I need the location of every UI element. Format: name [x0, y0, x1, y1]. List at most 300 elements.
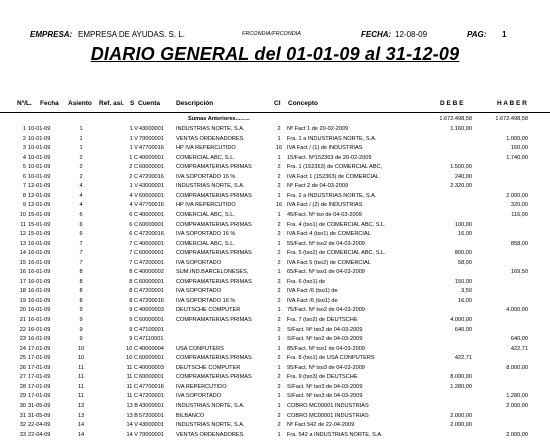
cell-debe: 422,71: [454, 355, 472, 362]
col-descripcion: Descripción: [176, 100, 214, 107]
cell-s: 7 C: [129, 240, 138, 247]
cell-cuenta: 47700016: [139, 145, 164, 152]
cell-s: 8 C: [129, 269, 138, 276]
cell-s: 10 C: [126, 355, 138, 362]
cell-nl: 10: [19, 211, 26, 218]
cell-asiento: 8: [79, 278, 83, 285]
cell-ci: 16: [275, 145, 283, 152]
cell-concepto: 75/Fact. Nº tso2 de 04-03-2009: [287, 307, 365, 314]
cell-descripcion: DEUTSCHE COMPUTER: [176, 364, 241, 371]
cell-concepto: Fra. 6 (tso1) de: [287, 278, 326, 285]
cell-asiento: 7: [79, 259, 83, 266]
cell-s: 7 C: [129, 250, 138, 257]
cell-fecha: 16-01-09: [28, 269, 51, 276]
cell-debe: 4.000,00: [450, 317, 472, 323]
cell-s: 7 C: [129, 259, 138, 266]
cell-asiento: 1: [79, 135, 83, 142]
cell-descripcion: IVA SOPORTADO 16 %: [176, 173, 236, 180]
col-ref: Ref. asi.: [99, 100, 124, 107]
page-number: 1: [502, 30, 507, 39]
cell-nl: 18: [19, 288, 26, 295]
cell-fecha: 10-01-09: [28, 173, 51, 180]
cell-nl: 21: [19, 317, 26, 323]
fecha-label: FECHA:: [361, 30, 392, 39]
cell-fecha: 16-01-09: [28, 307, 51, 314]
cell-ci: 1: [277, 431, 281, 438]
cell-nl: 11: [20, 221, 26, 228]
ledger-row: [0, 181, 550, 191]
col-haber: H A B E R: [497, 100, 527, 107]
cell-fecha: 16-01-09: [28, 278, 51, 285]
cell-ci: 2: [277, 326, 281, 333]
ledger-row: [0, 391, 550, 401]
cell-concepto: COBRO MC00001 INDUSTRIAS: [287, 402, 369, 409]
cell-cuenta: 40000003: [139, 364, 164, 371]
cell-descripcion: BILBANCO: [176, 412, 205, 419]
cell-descripcion: COMPRAMATERIAS PRIMAS: [176, 192, 252, 199]
cell-fecha: 17-01-09: [28, 383, 51, 390]
cell-nl: 31: [19, 412, 26, 419]
ledger-row: [0, 267, 550, 277]
cell-fecha: 16-01-09: [28, 288, 51, 295]
cell-fecha: 16-01-09: [28, 259, 51, 266]
column-headers: [0, 100, 550, 113]
cell-cuenta: 43000001: [139, 183, 164, 190]
cell-asiento: 2: [79, 173, 83, 180]
cell-concepto: IVA Fact 5 (tso2) de COMERCIAL: [287, 259, 371, 266]
cell-haber: 4.000,00: [506, 307, 528, 314]
cell-nl: 13: [19, 240, 26, 247]
cell-concepto: S/Fact. Nº tso3 de 04-03-2009: [287, 393, 363, 400]
cell-cuenta: 47100001: [139, 326, 164, 333]
cell-fecha: 22-04-09: [28, 431, 51, 438]
cell-concepto: COBRO MC00001 INDUSTRIAS: [287, 412, 369, 419]
cell-nl: 17: [19, 278, 26, 285]
cell-debe: 58,00: [458, 259, 472, 266]
ledger-row: [0, 430, 550, 440]
ledger-row: [0, 210, 550, 220]
cell-s: 11 C: [126, 374, 138, 381]
report-header: [30, 25, 528, 43]
cell-descripcion: IVA SOPORTADO: [176, 259, 222, 266]
cell-descripcion: IVA REPERCUTIDO: [176, 383, 227, 390]
cell-descripcion: INDUSTRIAS NORTE, S.A.: [176, 126, 245, 132]
cell-debe: 240,00: [454, 173, 472, 180]
cell-fecha: 12-01-09: [28, 202, 51, 209]
cell-haber: 2.000,00: [506, 192, 528, 199]
cell-nl: 5: [22, 164, 26, 171]
cell-ci: 1: [277, 192, 281, 199]
ledger-row: [0, 353, 550, 363]
cell-ci: 1: [277, 154, 281, 161]
cell-fecha: 17-01-09: [28, 345, 51, 352]
ledger-row: [0, 134, 550, 144]
cell-asiento: 8: [79, 288, 83, 295]
cell-cuenta: 40000001: [139, 240, 164, 247]
ledger-row: [0, 411, 550, 421]
cell-haber: 320,00: [510, 202, 528, 209]
cell-descripcion: COMPRAMATERIAS PRIMAS: [176, 355, 252, 362]
cell-nl: 27: [19, 374, 26, 381]
cell-concepto: Fra. 8 (tso1) de USA CONPUTERS: [287, 355, 375, 362]
cell-descripcion: COMPRAMATERIAS PRIMAS: [176, 250, 252, 257]
cell-nl: 8: [22, 192, 26, 199]
cell-fecha: 15-01-09: [28, 221, 51, 228]
cell-asiento: 9: [79, 307, 83, 314]
cell-debe: 16,00: [458, 231, 472, 238]
cell-fecha: 22-04-09: [28, 422, 51, 429]
ledger-row: [0, 248, 550, 258]
cell-ci: 2: [277, 183, 281, 190]
ledger-row: [0, 315, 550, 325]
cell-concepto: S/Fact. Nº tso2 de 04-03-2009: [287, 326, 363, 333]
ledger-row: [0, 382, 550, 392]
col-fecha: Fecha: [40, 100, 59, 107]
cell-concepto: 15/Fact. Nº152363 de 20-02-2009: [287, 154, 372, 161]
cell-cuenta: 40000002: [139, 269, 164, 276]
cell-fecha: 10-01-09: [28, 164, 51, 171]
cell-asiento: 10: [77, 345, 85, 352]
cell-descripcion: USA CONPUTERS: [176, 345, 224, 352]
cell-ci: 1: [277, 240, 281, 247]
cell-asiento: 11: [78, 374, 84, 381]
cell-fecha: 12-01-09: [28, 192, 51, 199]
cell-ci: 1: [277, 307, 281, 314]
cell-ci: 2: [277, 383, 281, 390]
cell-cuenta: 47200001: [139, 393, 164, 400]
cell-concepto: Fra. 9 (tso3) de DEUTSCHE: [287, 374, 358, 381]
cell-asiento: 1: [79, 145, 83, 152]
cell-asiento: 4: [79, 192, 83, 199]
cell-nl: 9: [22, 202, 26, 209]
cell-descripcion: COMERCIAL ABC, S.L.: [176, 211, 235, 218]
cell-s: 8 C: [129, 288, 138, 295]
ledger-row: [0, 305, 550, 315]
cell-debe: 3,50: [461, 288, 472, 295]
cell-ci: 2: [277, 297, 281, 304]
cell-descripcion: COMPRAMATERIAS PRIMAS: [176, 221, 252, 228]
cell-haber: 1.740,00: [506, 154, 528, 161]
ledger-row: [0, 286, 550, 296]
cell-concepto: IVA Fact /6 (tso1) de: [287, 297, 338, 304]
cell-debe: 1.280,00: [450, 383, 472, 390]
cell-haber: 8.000,00: [506, 364, 528, 371]
sumas-haber: 1.672.498,58: [495, 116, 528, 122]
cell-fecha: 17-01-09: [28, 393, 51, 400]
cell-concepto: Nº Fact 1 de 20-02-2009: [287, 126, 349, 132]
cell-s: 9 C: [129, 336, 138, 343]
cell-concepto: S/Fact. Nº tso2 de 04-03-2009: [287, 336, 363, 343]
cell-debe: 640,00: [454, 326, 472, 333]
cell-cuenta: 60000001: [139, 317, 164, 323]
cell-nl: 20: [19, 307, 26, 314]
ledger-row: [0, 344, 550, 354]
cell-fecha: 17-01-09: [28, 374, 51, 381]
cell-asiento: 6: [79, 221, 83, 228]
ledger-row: [0, 162, 550, 172]
cell-debe: 1.500,00: [450, 164, 472, 171]
col-debe: D E B E: [440, 100, 464, 107]
cell-concepto: IVA Fact 1 (152363) de COMERCIAL: [287, 173, 379, 180]
cell-fecha: 16-01-09: [28, 250, 51, 257]
cell-fecha: 10-01-09: [28, 135, 51, 142]
cell-nl: 12: [19, 231, 26, 238]
cell-cuenta: 70000001: [139, 431, 164, 438]
cell-cuenta: 43000001: [139, 422, 164, 429]
cell-ci: 2: [277, 231, 281, 238]
cell-s: 1 V: [129, 145, 138, 152]
cell-descripcion: COMPRAMATERIAS PRIMAS: [176, 374, 252, 381]
col-asiento: Asiento: [68, 100, 92, 107]
cell-concepto: S/Fact. Nº tso3 de 04-03-2009: [287, 383, 363, 390]
cell-cuenta: 40000003: [139, 307, 164, 314]
cell-asiento: 13: [77, 402, 85, 409]
cell-haber: 116,00: [511, 211, 528, 218]
cell-s: 11 C: [126, 393, 138, 400]
ledger-row: [0, 200, 550, 210]
cell-asiento: 14: [77, 431, 85, 438]
empresa-value: EMPRESA DE AYUDAS. S. L.: [78, 30, 185, 39]
cell-fecha: 10-01-09: [28, 154, 51, 161]
cell-debe: 2.320,00: [450, 183, 472, 190]
cell-fecha: 16-01-09: [28, 326, 51, 333]
cell-s: 14 V: [126, 422, 138, 429]
cell-asiento: 2: [79, 164, 83, 171]
cell-asiento: 1: [79, 126, 83, 132]
cell-nl: 19: [19, 297, 26, 304]
ledger-row: [0, 325, 550, 335]
cell-nl: 22: [19, 326, 26, 333]
cell-descripcion: IVA SOPORTADO 16 %: [176, 297, 236, 304]
cell-ci: 2: [277, 355, 281, 362]
cell-ci: 2: [277, 374, 281, 381]
cell-cuenta: 60000001: [139, 192, 164, 199]
cell-nl: 24: [19, 345, 26, 352]
ledger-row: [0, 420, 550, 430]
ledger-row: [0, 229, 550, 239]
cell-cuenta: 60000001: [139, 250, 164, 257]
cell-cuenta: 40000004: [139, 345, 164, 352]
ledger-row: [0, 191, 550, 201]
cell-concepto: Fra. 542 a INDUSTRIAS NORTE, S.A.: [287, 431, 383, 438]
cell-nl: 15: [19, 259, 26, 266]
cell-asiento: 6: [79, 211, 83, 218]
cell-nl: 29: [19, 393, 26, 400]
cell-descripcion: INDUSTRIAS NORTE, S.A.: [176, 422, 245, 429]
cell-debe: 150,00: [454, 278, 472, 285]
cell-fecha: 15-01-09: [28, 231, 51, 238]
cell-haber: 1.280,00: [506, 393, 528, 400]
cell-s: 6 C: [129, 221, 138, 228]
cell-debe: 100,00: [454, 221, 472, 228]
ledger-row: [0, 401, 550, 411]
cell-asiento: 14: [77, 422, 85, 429]
cell-cuenta: 60000001: [139, 164, 164, 171]
cell-asiento: 11: [78, 364, 84, 371]
cell-cuenta: 60000001: [139, 374, 164, 381]
cell-debe: 2.000,00: [450, 422, 472, 429]
cell-concepto: IVA Fact 4 (tso1) de COMERCIAL: [287, 231, 371, 238]
cell-descripcion: HP IVA REPERCUTIDO: [176, 145, 236, 152]
cell-fecha: 17-01-09: [28, 355, 51, 362]
cell-concepto: Fra. 1 a INDUSTRIAS NORTE, S.A.: [287, 135, 377, 142]
cell-concepto: Fra. 5 (tso2) de COMERCIAL ABC, S.L.: [287, 250, 386, 257]
cell-nl: 1: [22, 126, 26, 132]
cell-cuenta: 43000001: [139, 402, 164, 409]
cell-s: 14 V: [126, 431, 138, 438]
cell-fecha: 31-05-09: [28, 412, 51, 419]
cell-descripcion: VENTAS ORDENADORES: [176, 431, 244, 438]
cell-descripcion: COMPRAMATERIAS PRIMAS: [176, 278, 252, 285]
cell-concepto: 65/Fact. Nº tso1 de 04-03-2009: [287, 269, 365, 276]
ledger-row: [0, 296, 550, 306]
ledger-row: [0, 143, 550, 153]
cell-asiento: 11: [78, 393, 84, 400]
col-concepto: Concepto: [288, 100, 318, 107]
cell-haber: 2.000,00: [506, 402, 528, 409]
cell-ci: 2: [277, 221, 281, 228]
cell-ci: 2: [277, 164, 281, 171]
cell-asiento: 11: [78, 383, 84, 390]
cell-ci: 1: [277, 402, 281, 409]
cell-concepto: 55/Fact. Nº tso2 de 04-03-2009: [287, 240, 365, 247]
cell-cuenta: 70000001: [139, 135, 164, 142]
cell-ci: 2: [277, 317, 281, 323]
cell-debe: 1.160,00: [450, 126, 472, 132]
cell-cuenta: 40000001: [139, 211, 164, 218]
cell-s: 8 C: [129, 278, 138, 285]
cell-s: 8 C: [129, 297, 138, 304]
cell-s: 2 C: [129, 173, 138, 180]
cell-ci: 2: [277, 412, 281, 419]
cell-descripcion: COMPRAMATERIAS PRIMAS: [176, 164, 252, 171]
cell-ci: 1: [277, 135, 281, 142]
cell-asiento: 7: [79, 250, 83, 257]
cell-nl: 25: [19, 355, 26, 362]
cell-ci: 2: [277, 250, 281, 257]
cell-haber: 2.000,00: [506, 431, 528, 438]
cell-asiento: 8: [79, 297, 83, 304]
cell-concepto: Fra. 7 (tso2) de DEUTSCHE: [287, 317, 358, 323]
cell-haber: 422,71: [510, 345, 528, 352]
cell-descripcion: COMERCIAL ABC, S.L.: [176, 240, 235, 247]
ledger-row: [0, 153, 550, 163]
cell-cuenta: 47200001: [139, 288, 164, 295]
cell-ci: 2: [277, 173, 281, 180]
cell-nl: 16: [19, 269, 26, 276]
col-cuenta: Cuenta: [138, 100, 161, 107]
ledger-row: [0, 363, 550, 373]
col-ci: CI: [274, 100, 281, 107]
cell-haber: 858,00: [510, 240, 528, 247]
cell-cuenta: 60000001: [139, 355, 164, 362]
cell-ci: 2: [277, 259, 281, 266]
cell-s: 1 C: [129, 154, 138, 161]
cell-asiento: 4: [79, 202, 83, 209]
cell-concepto: IVA Fact / (2) de INDUSTRIAS: [287, 202, 363, 209]
col-nl: Nº/L.: [17, 100, 32, 107]
sumas-label: Sumas Anteriores.........: [188, 116, 250, 122]
fecha-value: 12-08-09: [395, 30, 428, 39]
cell-fecha: 16-01-09: [28, 317, 51, 323]
cell-fecha: 16-01-09: [28, 240, 51, 247]
cell-nl: 14: [19, 250, 26, 257]
cell-cuenta: 60000001: [139, 278, 164, 285]
cell-nl: 26: [19, 364, 26, 371]
page-label: PAG:: [467, 30, 487, 39]
cell-s: 6 C: [129, 231, 138, 238]
cell-nl: 28: [19, 383, 26, 390]
col-s: S: [130, 100, 135, 107]
cell-s: 1 V: [129, 183, 138, 190]
cell-fecha: 16-01-09: [28, 297, 51, 304]
cell-ci: 1: [277, 393, 281, 400]
cell-concepto: 95/Fact. Nº tso3 de 04-03-2009: [287, 364, 365, 371]
cell-debe: 800,00: [454, 250, 472, 257]
ledger-row: [0, 258, 550, 268]
cell-cuenta: 47700016: [139, 383, 164, 390]
cell-asiento: 7: [79, 240, 83, 247]
ledger-row: [0, 372, 550, 382]
ledger-row: [0, 239, 550, 249]
cell-cuenta: 60000001: [139, 221, 164, 228]
cell-s: 9 C: [129, 317, 138, 323]
cell-debe: 16,00: [458, 297, 472, 304]
cell-s: 10 C: [126, 345, 138, 352]
cell-ci: 1: [277, 364, 281, 371]
cell-fecha: 16-01-09: [28, 336, 51, 343]
cell-cuenta: 57200001: [139, 412, 164, 419]
cell-concepto: 85/Fact. Nº tso1 de 04-03-2009: [287, 345, 365, 352]
cell-haber: 160,00: [510, 145, 528, 152]
cell-s: 4 V: [129, 192, 138, 199]
cell-fecha: 10-01-09: [28, 145, 51, 152]
cell-s: 13 B: [126, 402, 138, 409]
empresa-label: EMPRESA:: [30, 30, 73, 39]
cell-haber: 640,00: [510, 336, 528, 343]
cell-descripcion: COMERCIAL ABC, S.L.: [176, 154, 235, 161]
cell-fecha: 17-01-09: [28, 364, 51, 371]
cell-s: 1 V: [129, 135, 138, 142]
ledger-row: [0, 220, 550, 230]
cell-asiento: 9: [79, 336, 83, 343]
cell-asiento: 8: [79, 269, 83, 276]
cell-descripcion: DEUTSCHE COMPUTER: [176, 307, 241, 314]
ledger-row: [0, 124, 550, 134]
cell-asiento: 9: [79, 326, 83, 333]
cell-nl: 7: [22, 183, 26, 190]
cell-cuenta: 47200016: [139, 297, 164, 304]
cell-haber: 1.000,00: [506, 135, 528, 142]
cell-s: 9 C: [129, 307, 138, 314]
cell-nl: 2: [22, 135, 26, 142]
cell-debe: 8.000,00: [450, 374, 472, 381]
cell-ci: 2: [277, 422, 281, 429]
sumas-anteriores-row: [0, 114, 550, 124]
cell-s: 1 V: [129, 126, 138, 132]
cell-cuenta: 47200001: [139, 259, 164, 266]
cell-s: 13 B: [126, 412, 138, 419]
cell-cuenta: 47200016: [139, 231, 164, 238]
cell-descripcion: IVA SOPORTADO: [176, 288, 222, 295]
report-title: DIARIO GENERAL del 01-01-09 al 31-12-09: [90, 44, 460, 64]
cell-nl: 4: [22, 154, 26, 161]
cell-asiento: 4: [79, 183, 83, 190]
cell-concepto: Fra. 4 (tso1) de COMERCIAL ABC, S.L.: [287, 221, 386, 228]
cell-fecha: 31-05-09: [28, 402, 51, 409]
cell-concepto: Fra. 2 a INDUSTRIAS NORTE, S.A.: [287, 192, 377, 199]
cell-concepto: Nº Fact 2 de 04-03-2009: [287, 183, 349, 190]
